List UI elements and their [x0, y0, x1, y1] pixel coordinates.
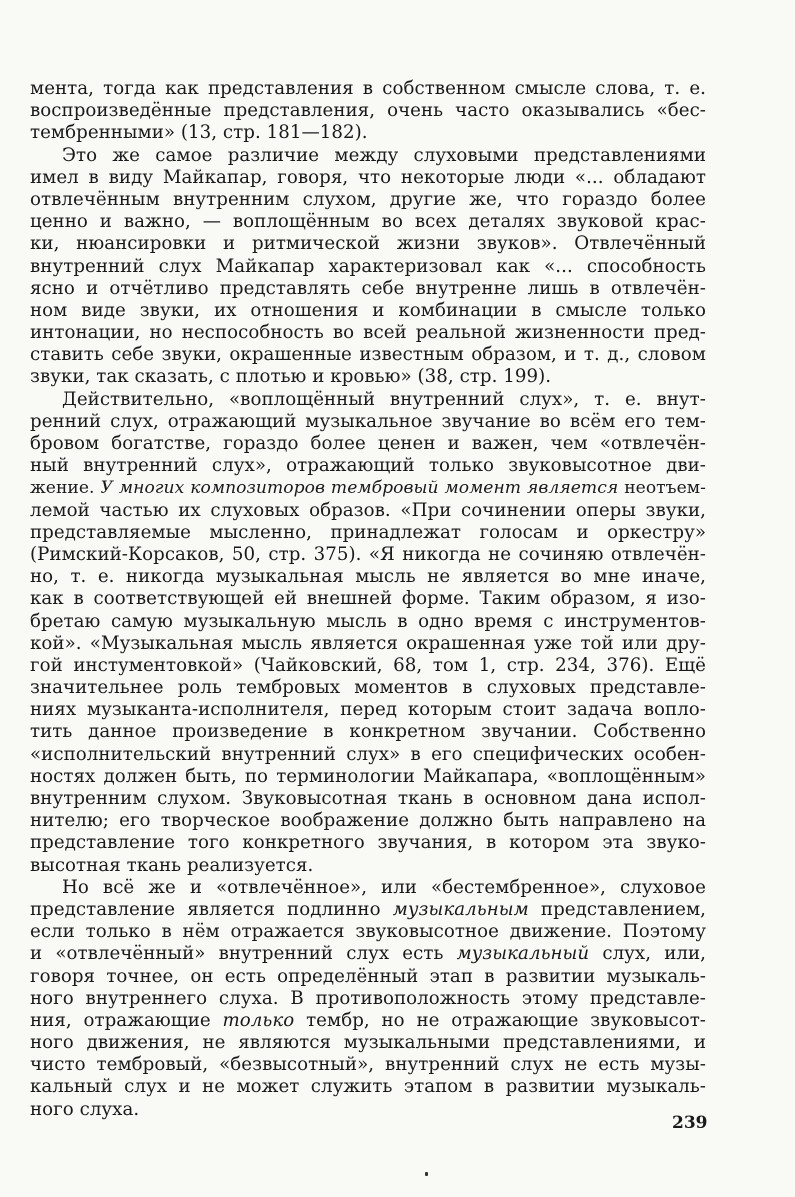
text-line: ясно и отчётливо представлять себе внутренне лишь в отвлечён-	[30, 277, 706, 299]
text-line: Действительно, «воплощённый внутренний слух», т. е. внут-	[62, 388, 706, 410]
text-line: ного внутреннего слуха. В противоположность этому представле-	[30, 987, 706, 1009]
text-line	[30, 899, 706, 921]
emphasized-text: У многих композиторов тембровый момент является	[100, 478, 619, 499]
text-segment: слух, или,	[589, 943, 707, 965]
text-line: бретаю самую музыкальную мысль в одно время с инструментов-	[30, 610, 706, 632]
text-line: значительнее роль тембровых моментов в слуховых представле-	[30, 677, 706, 699]
text-line: ностях должен быть, по терминологии Майкапара, «воплощённым»	[30, 765, 706, 787]
text-line: ставить себе звуки, окрашенные известным образом, и т. д., словом	[30, 344, 706, 366]
text-segment: ния, отражающие	[30, 1009, 223, 1031]
page-number: 239	[672, 1113, 708, 1133]
text-line: нителю; его творческое воображение должно быть направлено на	[30, 810, 706, 832]
text-line: лемой частью их слуховых образов. «При сочинении оперы звуки,	[30, 499, 706, 521]
text-line: ного движения, не являются музыкальными представлениями, и	[30, 1032, 706, 1054]
text-line: «исполнительский внутренний слух» в его специфических особен-	[30, 743, 706, 765]
text-segment: представление является подлинно	[30, 898, 393, 920]
text-line: (Римский-Корсаков, 50, стр. 375). «Я никогда не сочиняю отвлечён-	[30, 543, 706, 565]
text-line: ценно и важно, — воплощённым во всех деталях звуковой крас-	[30, 211, 706, 233]
emphasized-text: только	[222, 1009, 295, 1031]
text-line: гой инстументовкой» (Чайковский, 68, том 1, стр. 234, 376). Ещё	[30, 654, 706, 676]
text-line: бровом богатстве, гораздо более ценен и важен, чем «отвлечён-	[30, 433, 706, 454]
text-line: представление того конкретного звучания, в котором эта звуко-	[30, 832, 706, 854]
text-line: внутренним слухом. Звуковысотная ткань в основном дана испол-	[30, 788, 706, 809]
text-line: представляемые мысленно, принадлежат голосам и оркестру»	[30, 521, 706, 543]
text-line: как в соответствующей ей внешней форме. Таким образом, я изо-	[30, 588, 706, 610]
text-line: чисто тембровый, «безвысотный», внутренний слух не есть музы-	[30, 1054, 706, 1076]
text-line: интонации, но неспособность во всей реальной жизненности пред-	[30, 322, 706, 344]
text-line: тить данное произведение в конкретном звучании. Собственно	[30, 721, 706, 743]
text-segment: представлением,	[528, 898, 706, 920]
text-line: Но всё же и «отвлечённое», или «бестембренное», слуховое	[62, 876, 706, 898]
text-line: тембренными» (13, стр. 181—182).	[30, 122, 368, 144]
text-line	[30, 1010, 706, 1032]
text-line: кальный слух и не может служить этапом в развитии музыкаль-	[30, 1076, 706, 1098]
text-line: ный внутренний слух», отражающий только звуковысотное дви-	[30, 455, 706, 477]
emphasized-text: музыкальный	[456, 943, 590, 965]
text-line: Это же самое различие между слуховыми представлениями	[62, 144, 706, 166]
text-line: говоря точнее, он есть определённый этап в развитии музыкаль-	[30, 965, 706, 987]
scan-speck	[425, 1172, 428, 1176]
text-line: ниях музыканта-исполнителя, перед которым стоит задача вопло-	[30, 699, 706, 721]
text-line: если только в нём отражается звуковысотное движение. Поэтому	[30, 921, 706, 943]
emphasized-text: музыкальным	[392, 898, 529, 920]
text-segment: жение.	[30, 478, 101, 499]
text-line: но, т. е. никогда музыкальная мысль не является во мне иначе,	[30, 566, 706, 588]
text-line	[30, 943, 706, 965]
text-line: кой». «Музыкальная мысль является окрашенная уже той или дру-	[30, 632, 706, 654]
text-line: ном виде звуки, их отношения и комбинации в смысле только	[30, 299, 706, 321]
text-line: звуки, так сказать, с плотью и кровью» (38, стр. 199).	[30, 366, 552, 388]
text-line: отвлечённым внутренним слухом, другие же, что гораздо более	[30, 188, 706, 210]
text-line: внутренний слух Майкапар характеризовал как «... способность	[30, 255, 706, 277]
text-line: высотная ткань реализуется.	[30, 854, 314, 876]
text-line: воспроизведённые представления, очень часто оказывались «бес-	[30, 100, 706, 122]
text-line: мента, тогда как представления в собственном смысле слова, т. е.	[30, 78, 706, 99]
text-segment: тембр, но не отражающие звуковысот-	[294, 1009, 707, 1031]
text-line	[30, 477, 706, 499]
text-line: имел в виду Майкапар, говоря, что некоторые люди «... обладают	[30, 166, 706, 188]
text-line: ки, нюансировки и ритмической жизни звуков». Отвлечённый	[30, 233, 706, 255]
text-line: ного слуха.	[30, 1098, 140, 1120]
text-line: ренний слух, отражающий музыкальное звучание во всём его тем-	[30, 410, 706, 432]
text-segment: и «отвлечённый» внутренний слух есть	[30, 943, 457, 965]
body-text	[30, 78, 706, 1121]
text-segment: неотъем-	[618, 478, 706, 499]
